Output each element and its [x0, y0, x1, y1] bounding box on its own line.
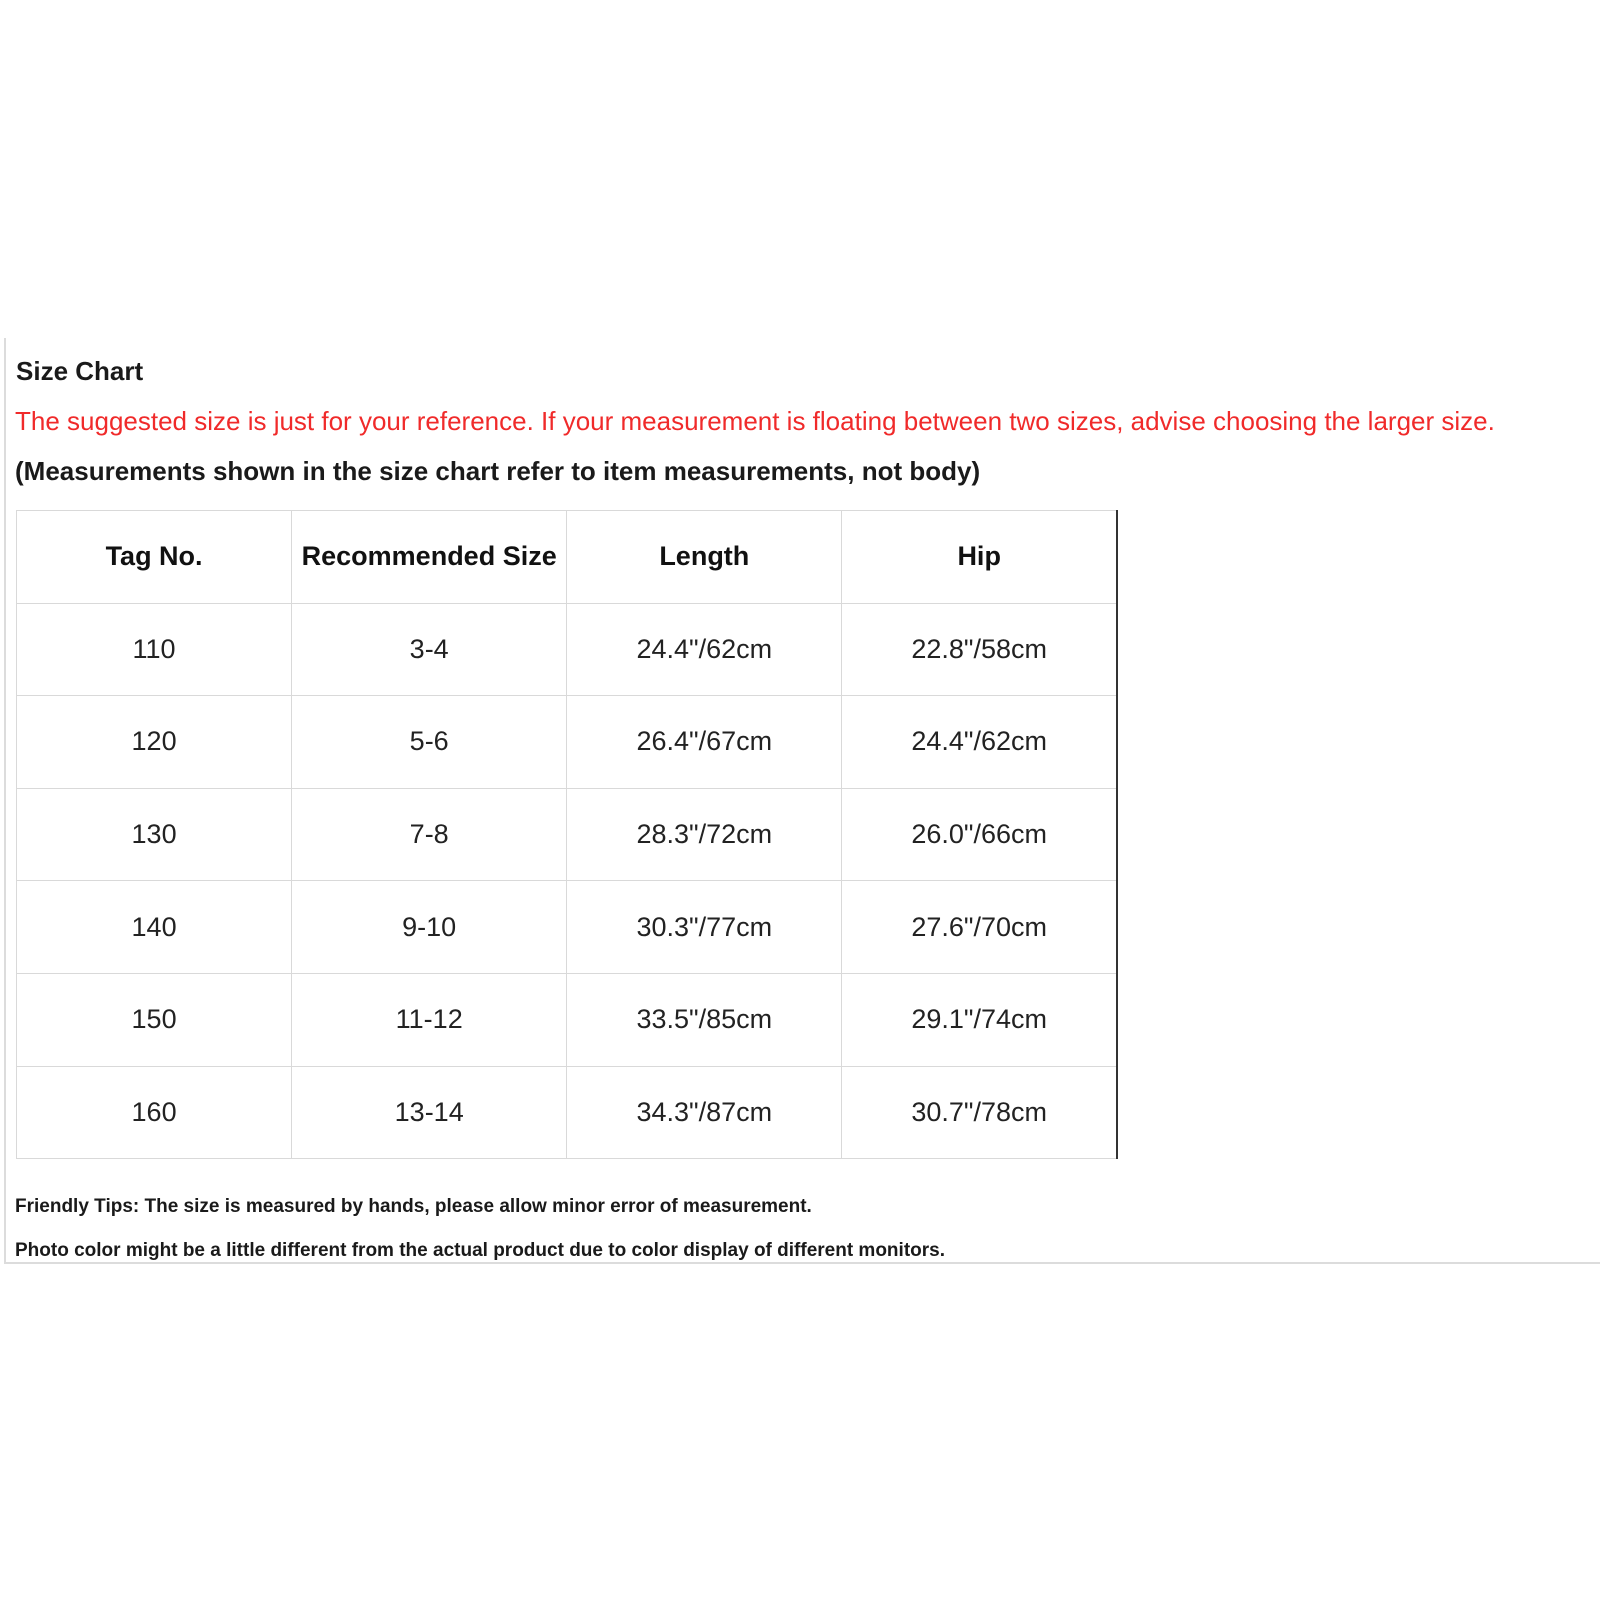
cell-recommended-size: 13-14	[292, 1066, 567, 1159]
cell-length: 26.4"/67cm	[567, 696, 842, 789]
size-notice: The suggested size is just for your reference. If your measurement is floating between two sizes, advise choosing the larger size.	[15, 406, 1495, 436]
cell-recommended-size: 9-10	[292, 881, 567, 974]
cell-recommended-size: 7-8	[292, 788, 567, 881]
cell-recommended-size: 11-12	[292, 973, 567, 1066]
table-row	[17, 973, 1118, 1066]
measurement-note: (Measurements shown in the size chart refer to item measurements, not body)	[15, 456, 981, 486]
cell-recommended-size: 5-6	[292, 696, 567, 789]
table-row	[17, 696, 1118, 789]
table-row	[17, 788, 1118, 881]
size-chart-panel	[4, 338, 1600, 1264]
friendly-tip: Friendly Tips: The size is measured by hands, please allow minor error of measurement.	[15, 1196, 812, 1217]
cell-length: 28.3"/72cm	[567, 788, 842, 881]
table-row	[17, 1066, 1118, 1159]
page-title: Size Chart	[16, 356, 144, 386]
photo-color-tip: Photo color might be a little different from the actual product due to color display of different monitors.	[15, 1240, 945, 1261]
column-header-recommended-size: Recommended Size	[292, 511, 567, 604]
cell-length: 24.4"/62cm	[567, 603, 842, 696]
cell-tag-no: 150	[17, 973, 292, 1066]
cell-hip: 22.8"/58cm	[842, 603, 1117, 696]
column-header-tag-no: Tag No.	[17, 511, 292, 604]
table-row	[17, 603, 1118, 696]
cell-length: 33.5"/85cm	[567, 973, 842, 1066]
cell-hip: 26.0"/66cm	[842, 788, 1117, 881]
cell-hip: 27.6"/70cm	[842, 881, 1117, 974]
table-row	[17, 881, 1118, 974]
column-header-hip: Hip	[842, 511, 1117, 604]
size-table	[16, 510, 1118, 1159]
column-header-length: Length	[567, 511, 842, 604]
cell-hip: 30.7"/78cm	[842, 1066, 1117, 1159]
cell-length: 34.3"/87cm	[567, 1066, 842, 1159]
cell-hip: 29.1"/74cm	[842, 973, 1117, 1066]
table-header-row	[17, 511, 1118, 604]
cell-tag-no: 160	[17, 1066, 292, 1159]
cell-tag-no: 140	[17, 881, 292, 974]
cell-recommended-size: 3-4	[292, 603, 567, 696]
cell-length: 30.3"/77cm	[567, 881, 842, 974]
cell-tag-no: 120	[17, 696, 292, 789]
cell-tag-no: 130	[17, 788, 292, 881]
cell-tag-no: 110	[17, 603, 292, 696]
cell-hip: 24.4"/62cm	[842, 696, 1117, 789]
